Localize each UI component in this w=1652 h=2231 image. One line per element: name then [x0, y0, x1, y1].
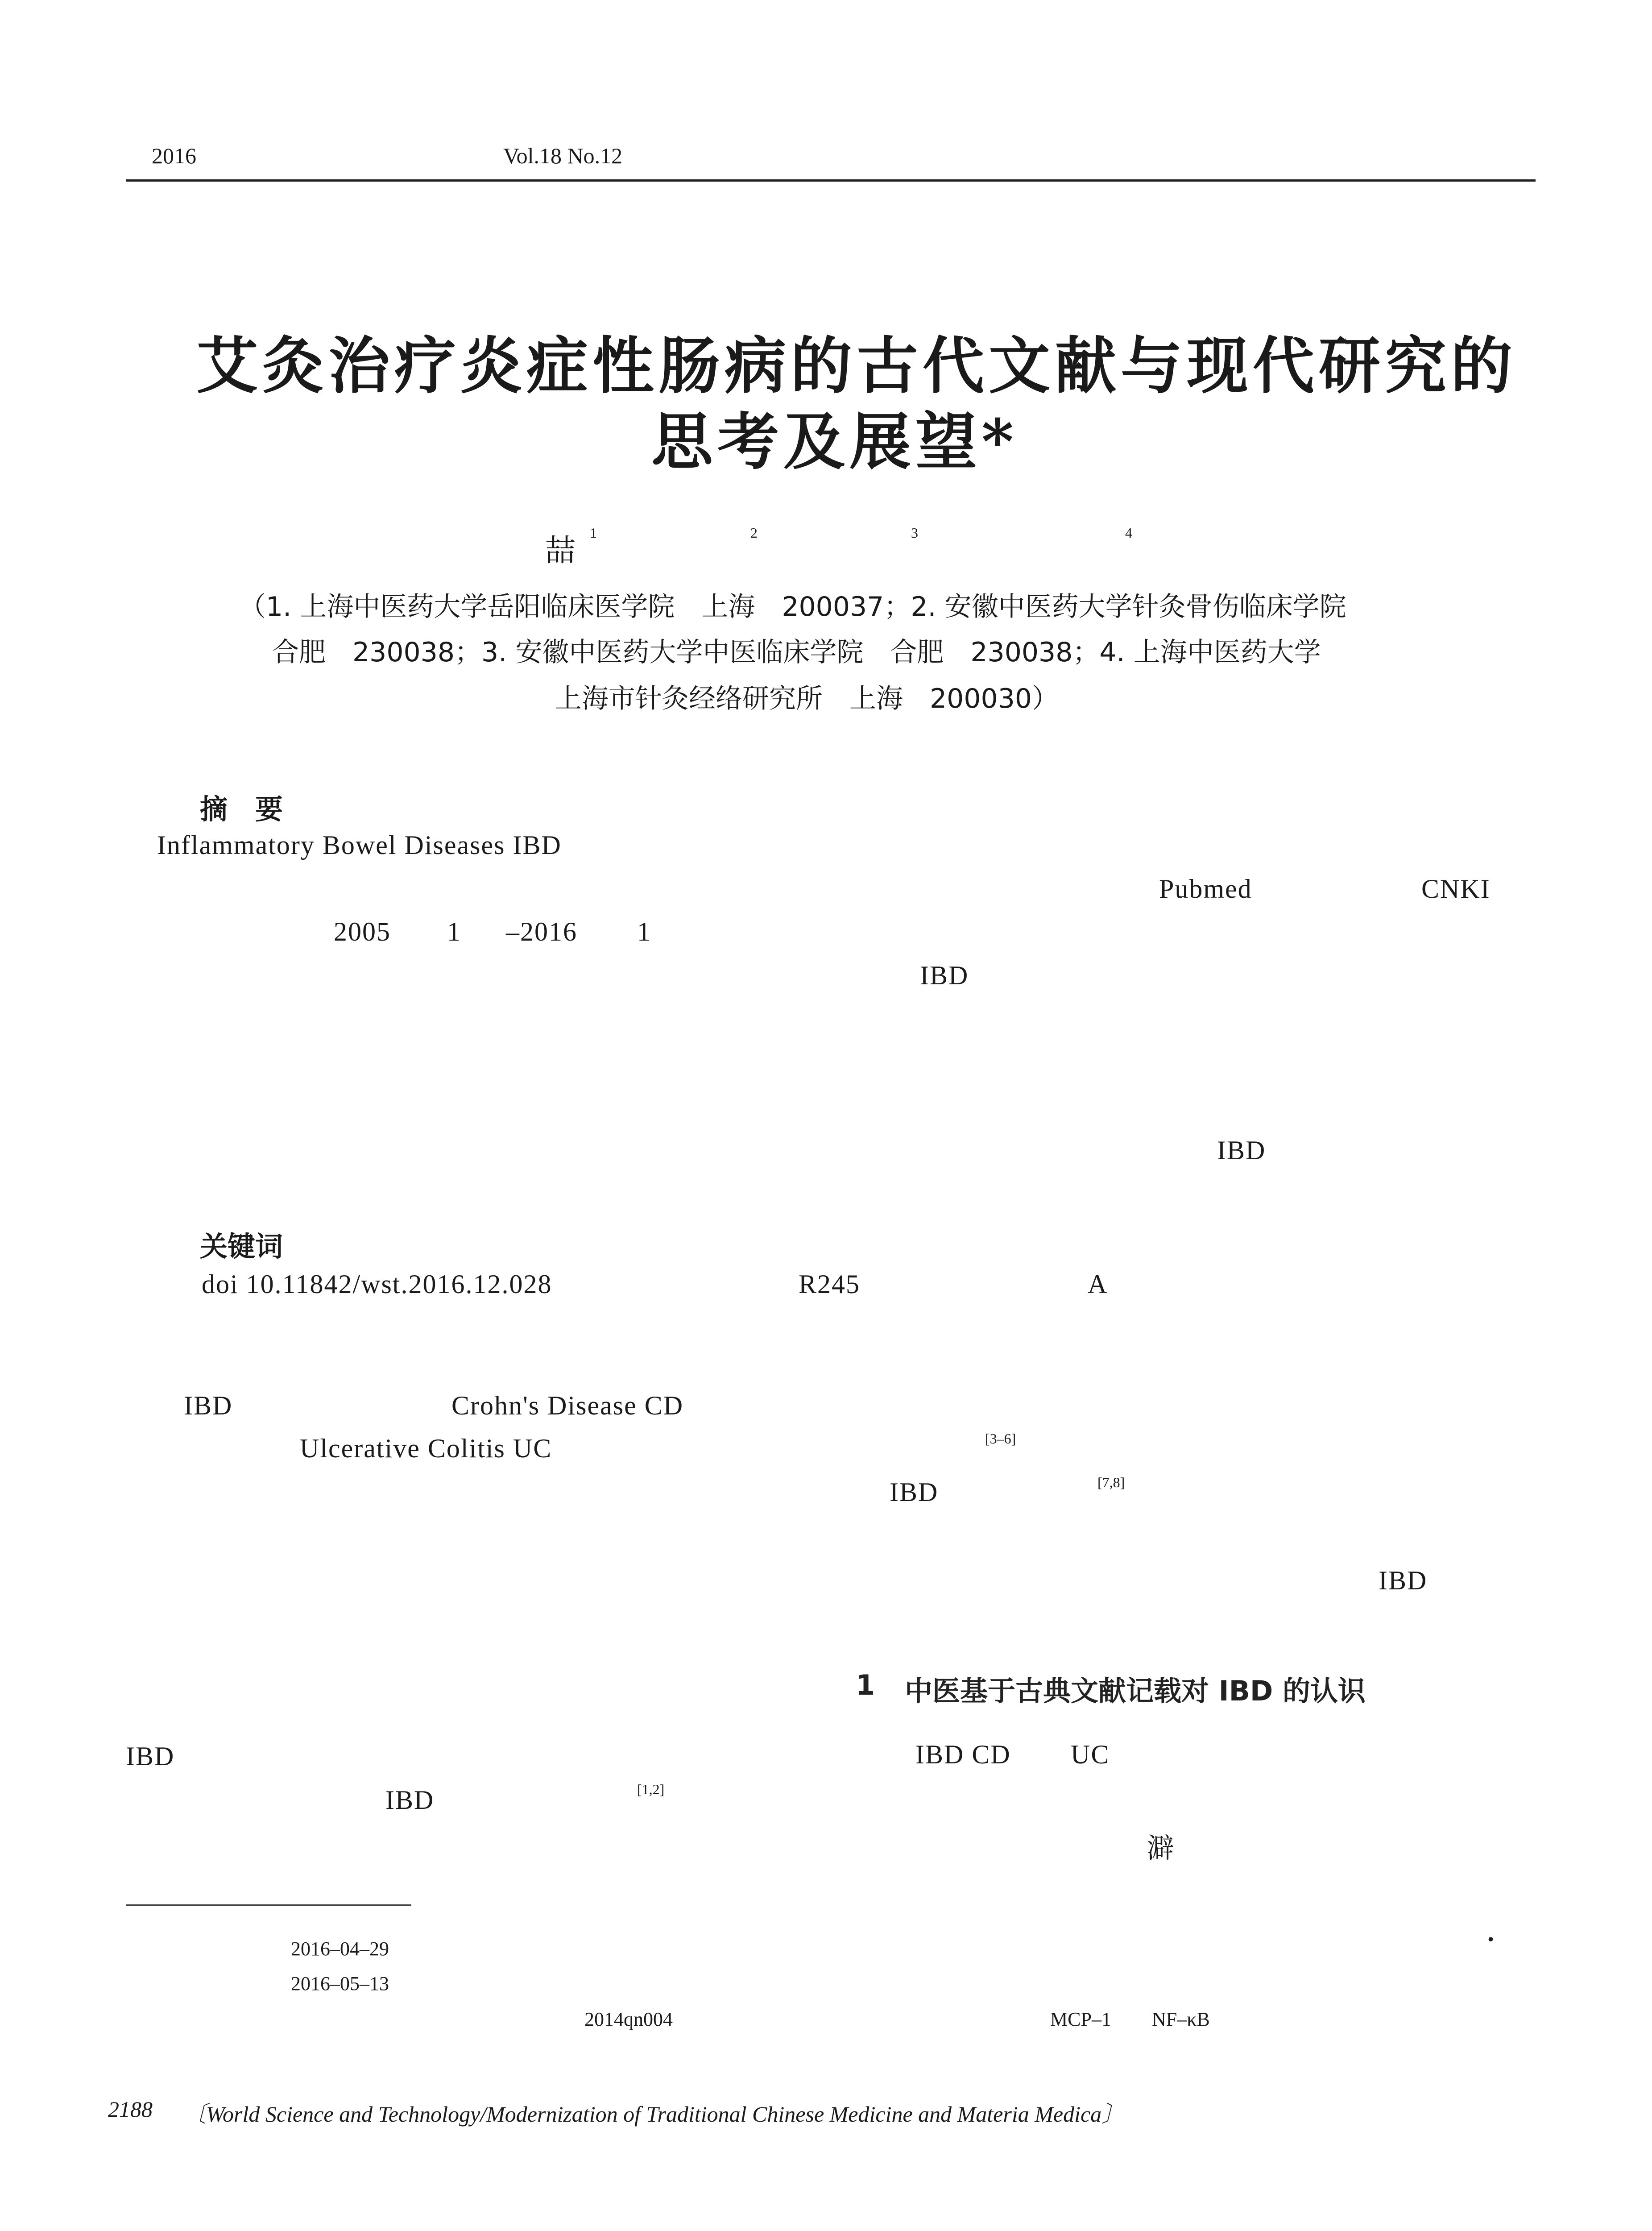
body-right-dot: . [1487, 1917, 1495, 1947]
footer-journal-name: 〔World Science and Technology/Modernization of Traditional Chinese Medicine and Materia Medica〕 [184, 2102, 1124, 2127]
body-left-uc: Ulcerative Colitis UC [300, 1434, 552, 1463]
abstract-cnki: CNKI [1421, 874, 1491, 904]
title-line-2: 思考及展望* [651, 405, 1019, 478]
abstract-ibd-full: Inflammatory Bowel Diseases IBD [157, 830, 562, 860]
body-left-ibd-c: IBD [385, 1785, 435, 1815]
author-sup-1: 1 [590, 525, 597, 541]
body-left-ibd-a: IBD [184, 1391, 233, 1420]
footnote-rule [126, 1904, 411, 1906]
title-line-1: 艾灸治疗炎症性肠病的古代文献与现代研究的 [196, 329, 1517, 402]
author-name-char: 喆 [545, 533, 576, 568]
body-right-ref-3-6: [3–6] [985, 1431, 1016, 1447]
author-sup-4: 4 [1125, 525, 1132, 541]
affiliation-line-1: （1. 上海中医药大学岳阳临床医学院 上海 200037；2. 安徽中医药大学针灸骨伤临床学院 [239, 591, 1346, 622]
keywords-label: 关键词 [200, 1230, 283, 1263]
footnote-mcp: MCP–1 [1050, 2008, 1111, 2030]
abstract-pubmed: Pubmed [1159, 874, 1252, 904]
body-left-ref-1-2: [1,2] [637, 1781, 665, 1797]
abstract-date-end: –2016 [506, 917, 577, 946]
header-year: 2016 [152, 143, 196, 168]
doi: doi 10.11842/wst.2016.12.028 [202, 1269, 552, 1299]
body-right-ibd-cd: IBD CD [915, 1740, 1011, 1769]
abstract-ibd-1: IBD [920, 961, 969, 990]
footnote-revised-date: 2016–05–13 [291, 1973, 389, 1995]
section-title: 中医基于古典文献记载对 IBD 的认识 [905, 1675, 1366, 1707]
body-right-char-pi: 澼 [1147, 1832, 1175, 1864]
clc-number: R245 [799, 1269, 861, 1299]
footer-page-number: 2188 [108, 2097, 153, 2122]
body-left-ibd-b: IBD [126, 1742, 175, 1771]
body-right-ibd-a: IBD [890, 1477, 939, 1507]
author-sup-3: 3 [911, 525, 918, 541]
footnote-nfkb: NF–κB [1152, 2008, 1210, 2030]
body-right-ref-7-8: [7,8] [1097, 1474, 1125, 1490]
body-right-uc: UC [1071, 1740, 1110, 1769]
document-code: A [1088, 1269, 1108, 1299]
header-volume: Vol.18 No.12 [503, 143, 623, 168]
affiliation-line-3: 上海市针灸经络研究所 上海 200030） [555, 683, 1059, 714]
footnote-received-date: 2016–04–29 [291, 1938, 389, 1960]
affiliation-line-2: 合肥 230038；3. 安徽中医药大学中医临床学院 合肥 230038；4. 上海中医药大学 [272, 637, 1321, 668]
author-sup-2: 2 [750, 525, 758, 541]
abstract-date-start: 2005 [334, 917, 391, 946]
abstract-label: 摘 要 [200, 793, 283, 825]
abstract-month-2: 1 [637, 917, 651, 946]
body-right-ibd-b: IBD [1379, 1566, 1428, 1595]
section-number: 1 [856, 1669, 875, 1701]
footnote-grant-number: 2014qn004 [584, 2008, 673, 2030]
body-left-crohns: Crohn's Disease CD [451, 1391, 684, 1420]
header-rule [126, 179, 1536, 182]
abstract-ibd-2: IBD [1217, 1136, 1266, 1165]
abstract-month-1: 1 [447, 917, 461, 946]
